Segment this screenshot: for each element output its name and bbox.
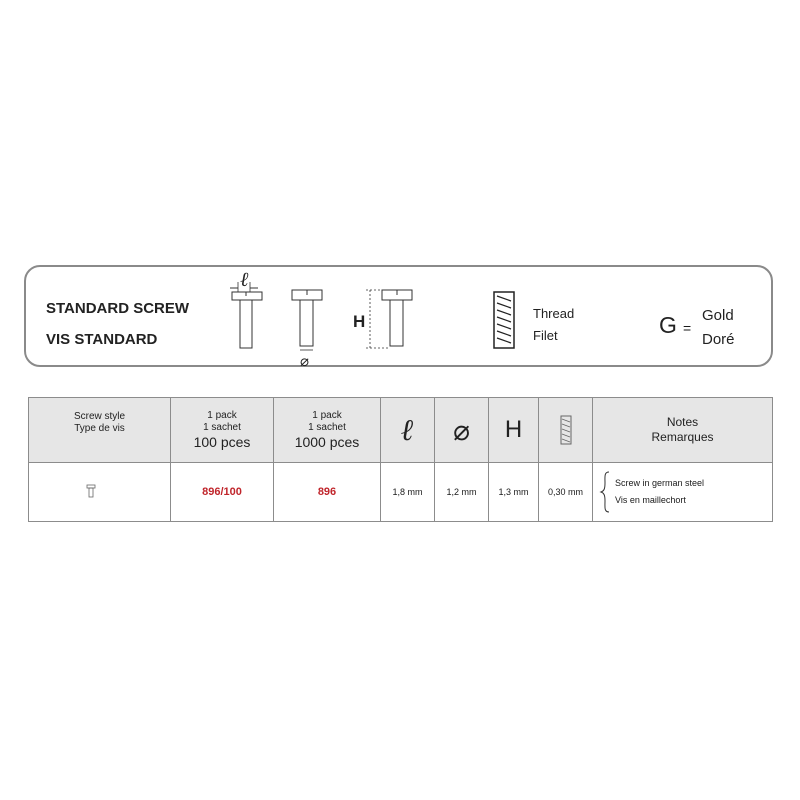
gold-letter: G	[659, 312, 677, 338]
screw-diameter-illustration	[292, 290, 322, 368]
thread-icon	[493, 291, 515, 349]
screw-length-illustration	[230, 268, 262, 348]
header-pack1-line1: 1 pack	[207, 410, 237, 421]
thread-label-fr: Filet	[533, 328, 558, 343]
gold-label-fr: Doré	[702, 331, 735, 348]
header-notes-en: Notes	[666, 415, 699, 429]
header-diameter-symbol: ⌀	[453, 413, 470, 447]
ref-1000: 896	[317, 486, 337, 498]
curly-brace-icon	[599, 471, 611, 513]
header-screw-style	[29, 398, 171, 463]
header-length	[381, 398, 435, 463]
header-pack1-line2: 1 sachet	[203, 422, 241, 433]
screw-spec-table	[28, 397, 773, 522]
screw-icon	[84, 484, 98, 498]
thread-value: 0,30 mm	[547, 487, 583, 497]
cell-ref-1000	[274, 463, 381, 522]
gold-equals: =	[683, 320, 692, 336]
header-notes-fr: Remarques	[651, 430, 714, 444]
header-pack-100	[171, 398, 274, 463]
note-en: Screw in german steel	[615, 478, 705, 488]
header-pack2-line1: 1 pack	[312, 410, 342, 421]
header-thread	[539, 398, 593, 463]
header-pack2-line2: 1 sachet	[308, 422, 346, 433]
cell-ref-100	[171, 463, 274, 522]
legend-title-en: STANDARD SCREW	[46, 300, 190, 317]
gold-label-en: Gold	[702, 307, 734, 324]
ref-100: 896/100	[202, 486, 242, 498]
header-diameter	[435, 398, 489, 463]
height-value: 1,3 mm	[498, 487, 529, 497]
header-height-symbol: H	[504, 416, 523, 443]
diameter-value: 1,2 mm	[446, 487, 477, 497]
note-fr: Vis en maillechort	[615, 495, 686, 505]
legend-title-fr: VIS STANDARD	[46, 331, 158, 348]
cell-height	[489, 463, 539, 522]
header-length-symbol: ℓ	[401, 412, 414, 448]
length-value: 1,8 mm	[392, 487, 423, 497]
cell-length	[381, 463, 435, 522]
cell-notes	[593, 463, 773, 522]
header-height	[489, 398, 539, 463]
length-symbol: ℓ	[240, 268, 249, 291]
thread-label-en: Thread	[533, 306, 575, 321]
thread-icon	[560, 415, 572, 445]
table-row	[29, 463, 773, 522]
header-style-en: Screw style	[73, 411, 126, 422]
header-style-fr: Type de vis	[74, 423, 125, 434]
screw-dimension-diagram	[222, 268, 422, 368]
header-notes	[593, 398, 773, 463]
cell-screw-style	[29, 463, 171, 522]
diameter-symbol: ⌀	[300, 352, 310, 368]
cell-thread	[539, 463, 593, 522]
header-pack-1000	[274, 398, 381, 463]
table-header-row	[29, 398, 773, 463]
header-pack1-qty: 100 pces	[193, 434, 251, 450]
screw-height-illustration	[353, 290, 412, 348]
height-symbol: H	[353, 312, 366, 331]
header-pack2-qty: 1000 pces	[294, 434, 360, 450]
cell-diameter	[435, 463, 489, 522]
